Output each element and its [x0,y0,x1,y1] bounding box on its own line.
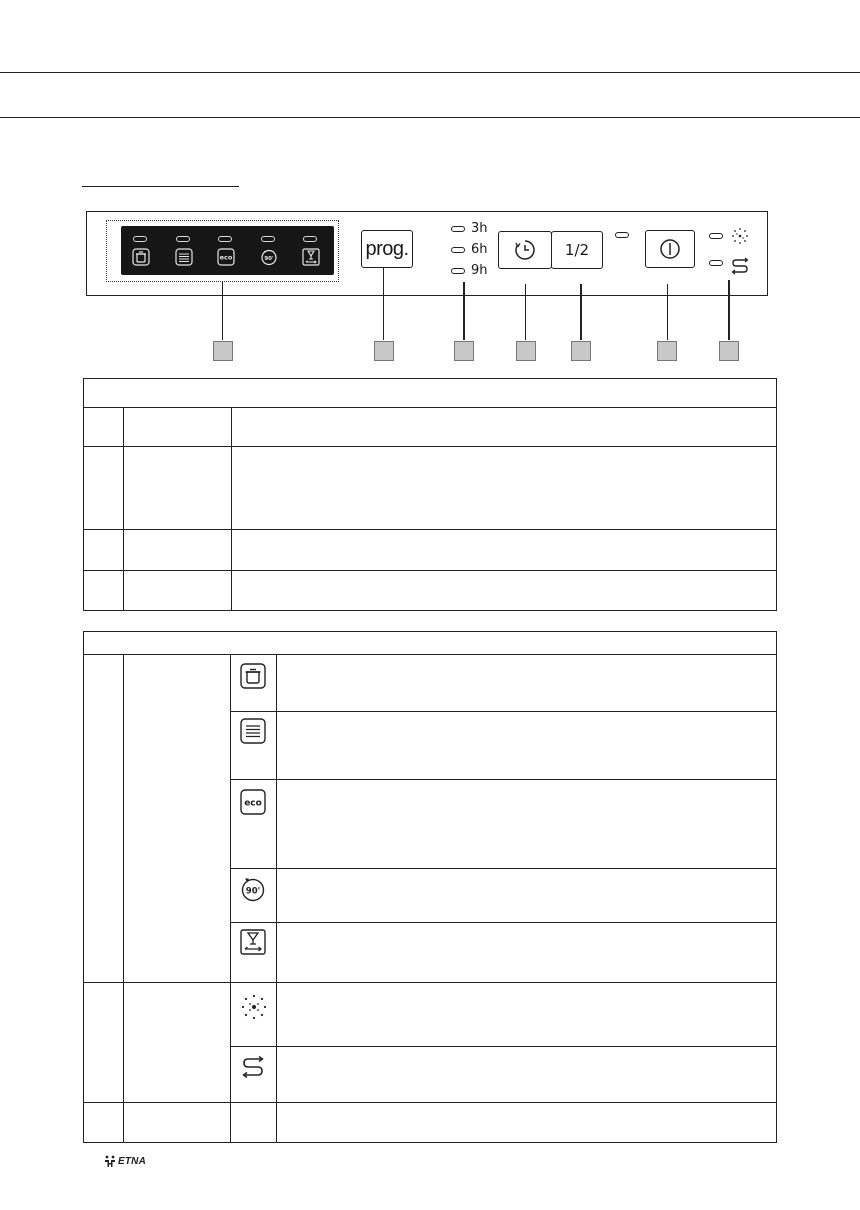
table2-subrow-divider [230,922,777,923]
program-button-label: prog. [365,237,409,260]
rinse-aid-icon [240,993,268,1021]
salt-icon [240,1054,266,1080]
table2-subrow-divider [230,868,777,869]
header-rule-top [0,72,860,73]
button-table [83,378,777,611]
half-load-label: 1/2 [564,241,590,259]
callout-marker [374,341,394,361]
section-underline [82,186,239,187]
header-rule-bottom [0,117,860,118]
table2-col-divider [276,654,277,1143]
program-button[interactable] [361,230,413,268]
indicator-table [83,631,777,1143]
pointer-program-group [222,282,223,340]
delay-label-9h: 9h [471,263,488,278]
callout-marker [516,341,536,361]
salt-icon [730,256,750,276]
table2-group-divider [83,1102,777,1103]
callout-marker [454,341,474,361]
program-led [133,236,147,242]
delay-led-3h [451,226,465,232]
pointer-half-load [580,284,582,340]
callout-marker [719,341,739,361]
callout-marker [213,341,233,361]
logo-mark-icon [104,1155,116,1167]
eco-label: eco [244,798,262,809]
pointer-indicators [728,280,730,340]
eco-icon[interactable] [217,248,235,266]
delay-label-6h: 6h [471,242,488,257]
table2-col-divider [123,654,124,1143]
delay-led-6h [451,247,465,253]
power-led [615,232,629,238]
program-led [261,236,275,242]
pointer-delay-button [525,284,526,340]
pointer-power [667,284,668,340]
table2-subrow-divider [230,779,777,780]
table1-row-divider [83,529,777,530]
program-led [218,236,232,242]
clock-icon [513,238,537,262]
table2-subrow-divider [230,711,777,712]
delay-label-3h: 3h [471,221,488,236]
pointer-program-button [383,268,384,340]
quick-90-icon [240,876,266,902]
power-icon [659,238,681,260]
half-load-button[interactable] [551,231,603,269]
table2-subrow-divider [230,1046,777,1047]
brand-logo-text: ETNA [118,1155,147,1167]
table1-row-divider [83,570,777,571]
table2-header-divider [83,654,777,655]
callout-marker [571,341,591,361]
quick-90-label: 90' [264,256,274,262]
rinse-aid-icon [730,226,750,246]
delay-led-9h [451,268,465,274]
pot-icon [240,663,266,689]
glass-icon[interactable] [302,248,320,266]
eco-icon [240,789,266,815]
table2-group-divider [83,982,777,983]
pot-icon[interactable] [132,248,150,266]
brand-logo [104,1155,146,1167]
table1-col-divider [231,407,232,611]
delay-start-button[interactable] [498,231,552,269]
power-button[interactable] [645,230,695,268]
program-display-bar [121,226,334,275]
rack-lines-icon [240,718,266,744]
table1-row-divider [83,446,777,447]
quick-90-label: 90' [245,886,261,897]
program-led [176,236,190,242]
callout-marker [657,341,677,361]
table1-row-divider [83,407,777,408]
table1-col-divider [123,407,124,611]
pointer-delay-leds [463,282,465,340]
table2-col-divider [230,654,231,1143]
rack-lines-icon[interactable] [175,248,193,266]
glass-icon [240,929,266,955]
program-led [303,236,317,242]
quick-90-icon[interactable] [260,248,278,266]
eco-label: eco [219,253,233,262]
rinse-aid-led [709,233,723,239]
salt-led [709,260,723,266]
